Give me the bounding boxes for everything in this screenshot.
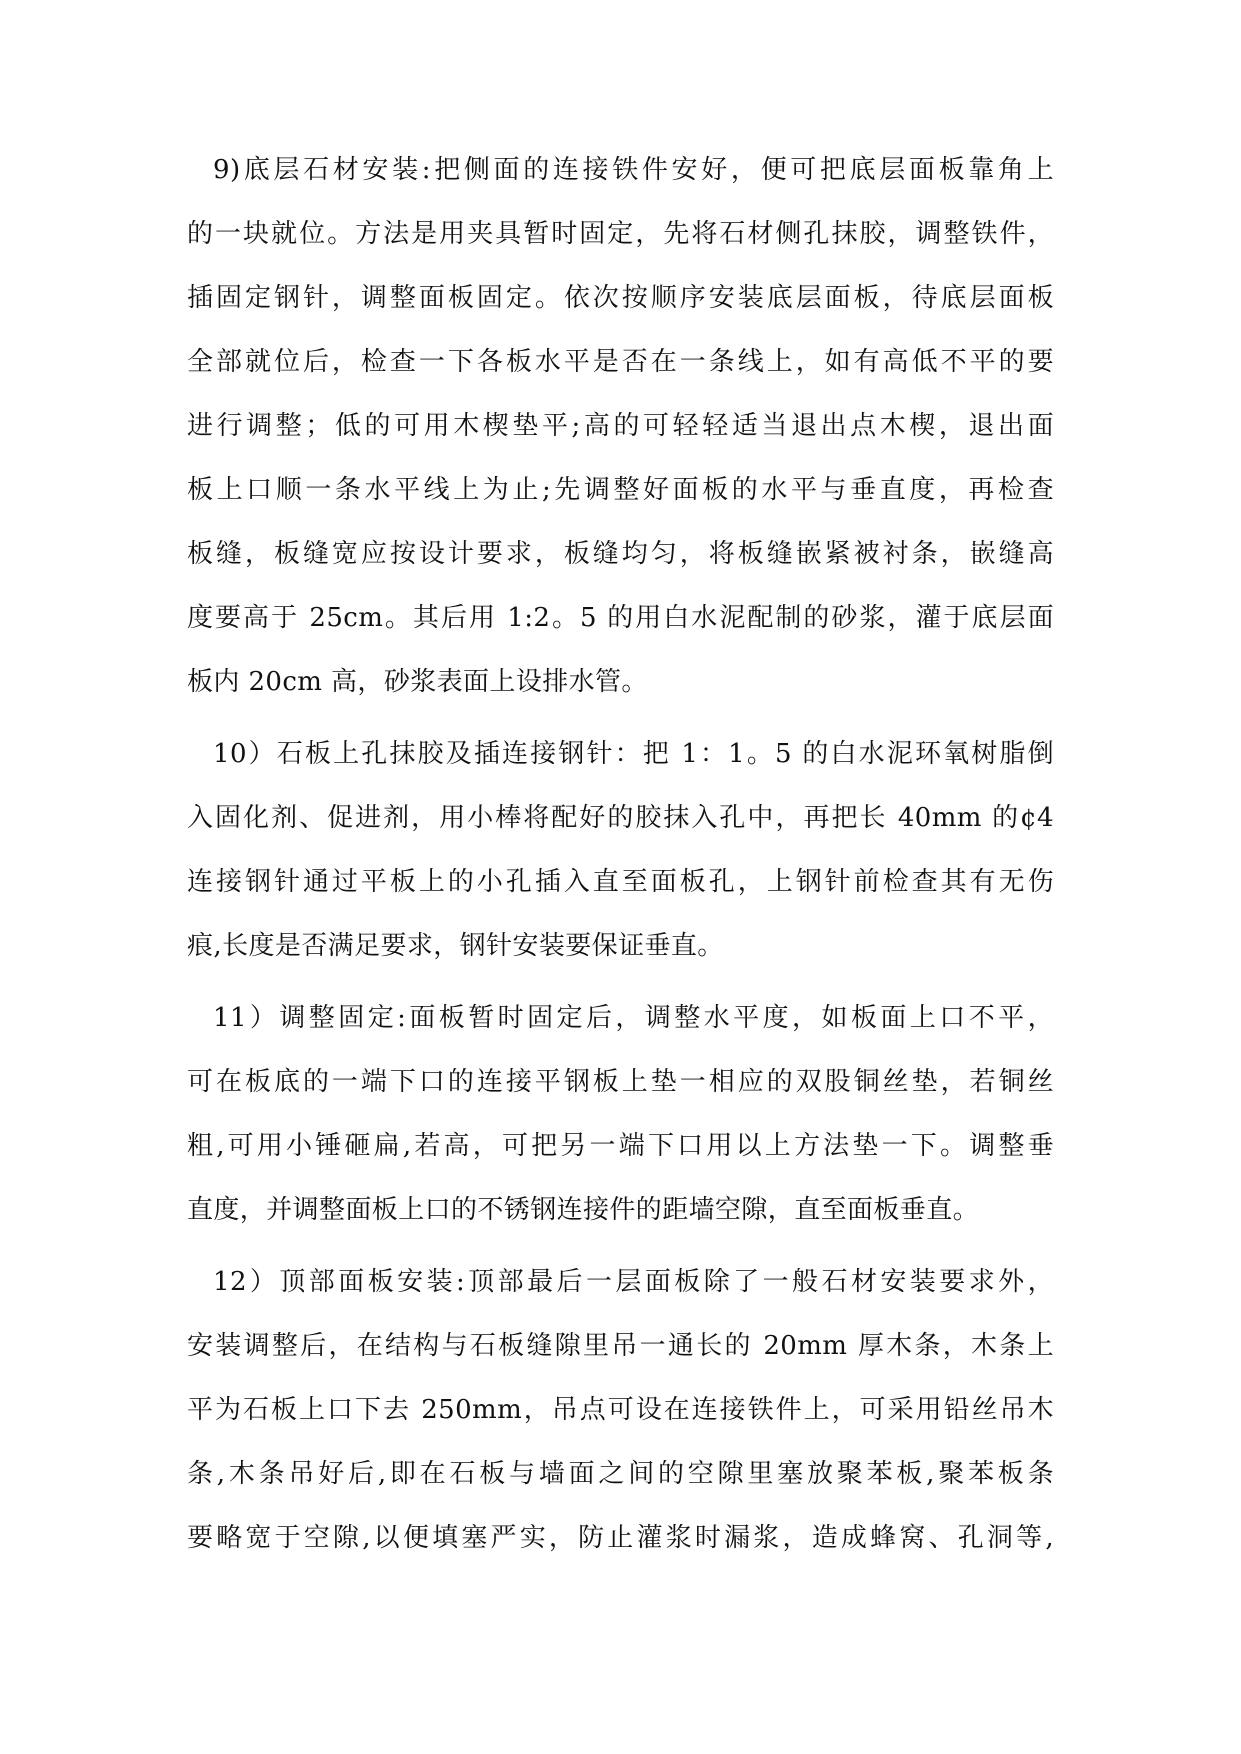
text-line: 板内 20cm 高，砂浆表面上设排水管。 xyxy=(187,667,648,697)
text-line: 粗,可用小锤砸扁,若高，可把另一端下口用以上方法垫一下。调整垂 xyxy=(187,1131,1054,1161)
paragraph-glue-and-steel-pins xyxy=(187,738,1054,962)
text-line: 板缝，板缝宽应按设计要求，板缝均匀，将板缝嵌紧被衬条，嵌缝高 xyxy=(187,539,1054,569)
text-line: 度要高于 25cm。其后用 1:2。5 的用白水泥配制的砂浆，灌于底层面 xyxy=(187,603,1054,633)
text-line: 的一块就位。方法是用夹具暂时固定，先将石材侧孔抹胶，调整铁件， xyxy=(187,219,1054,249)
text-line: 插固定钢针，调整面板固定。依次按顺序安装底层面板，待底层面板 xyxy=(187,283,1054,313)
text-line: 条,木条吊好后,即在石板与墙面之间的空隙里塞放聚苯板,聚苯板条 xyxy=(187,1459,1054,1489)
text-line: 连接钢针通过平板上的小孔插入直至面板孔，上钢针前检查其有无伤 xyxy=(187,867,1054,897)
text-line: 直度，并调整面板上口的不锈钢连接件的距墙空隙，直至面板垂直。 xyxy=(187,1195,980,1225)
paragraph-bottom-stone-installation xyxy=(187,154,1054,698)
text-line: 平为石板上口下去 250mm，吊点可设在连接铁件上，可采用铅丝吊木 xyxy=(187,1395,1054,1425)
text-line: 11）调整固定:面板暂时固定后，调整水平度，如板面上口不平， xyxy=(213,1003,1054,1033)
text-line: 进行调整；低的可用木楔垫平;高的可轻轻适当退出点木楔，退出面 xyxy=(187,411,1054,441)
text-line: 要略宽于空隙,以便填塞严实，防止灌浆时漏浆，造成蜂窝、孔洞等, xyxy=(187,1523,1054,1553)
paragraph-top-panel-installation xyxy=(187,1266,1054,1554)
text-line: 全部就位后，检查一下各板水平是否在一条线上，如有高低不平的要 xyxy=(187,347,1054,377)
text-line: 安装调整后，在结构与石板缝隙里吊一通长的 20mm 厚木条，木条上 xyxy=(187,1331,1054,1361)
text-line: 入固化剂、促进剂，用小棒将配好的胶抹入孔中，再把长 40mm 的¢4 xyxy=(187,803,1054,833)
text-line: 痕,长度是否满足要求，钢针安装要保证垂直。 xyxy=(187,931,724,961)
text-line: 10）石板上孔抹胶及插连接钢针：把 1：1。5 的白水泥环氧树脂倒 xyxy=(213,739,1054,769)
text-line: 9)底层石材安装:把侧面的连接铁件安好，便可把底层面板靠角上 xyxy=(213,155,1054,185)
document-body xyxy=(187,154,1054,1554)
paragraph-adjust-and-fix xyxy=(187,1002,1054,1226)
text-line: 板上口顺一条水平线上为止;先调整好面板的水平与垂直度，再检查 xyxy=(187,475,1054,505)
text-line: 12）顶部面板安装:顶部最后一层面板除了一般石材安装要求外， xyxy=(213,1267,1054,1297)
text-line: 可在板底的一端下口的连接平钢板上垫一相应的双股铜丝垫，若铜丝 xyxy=(187,1067,1054,1097)
